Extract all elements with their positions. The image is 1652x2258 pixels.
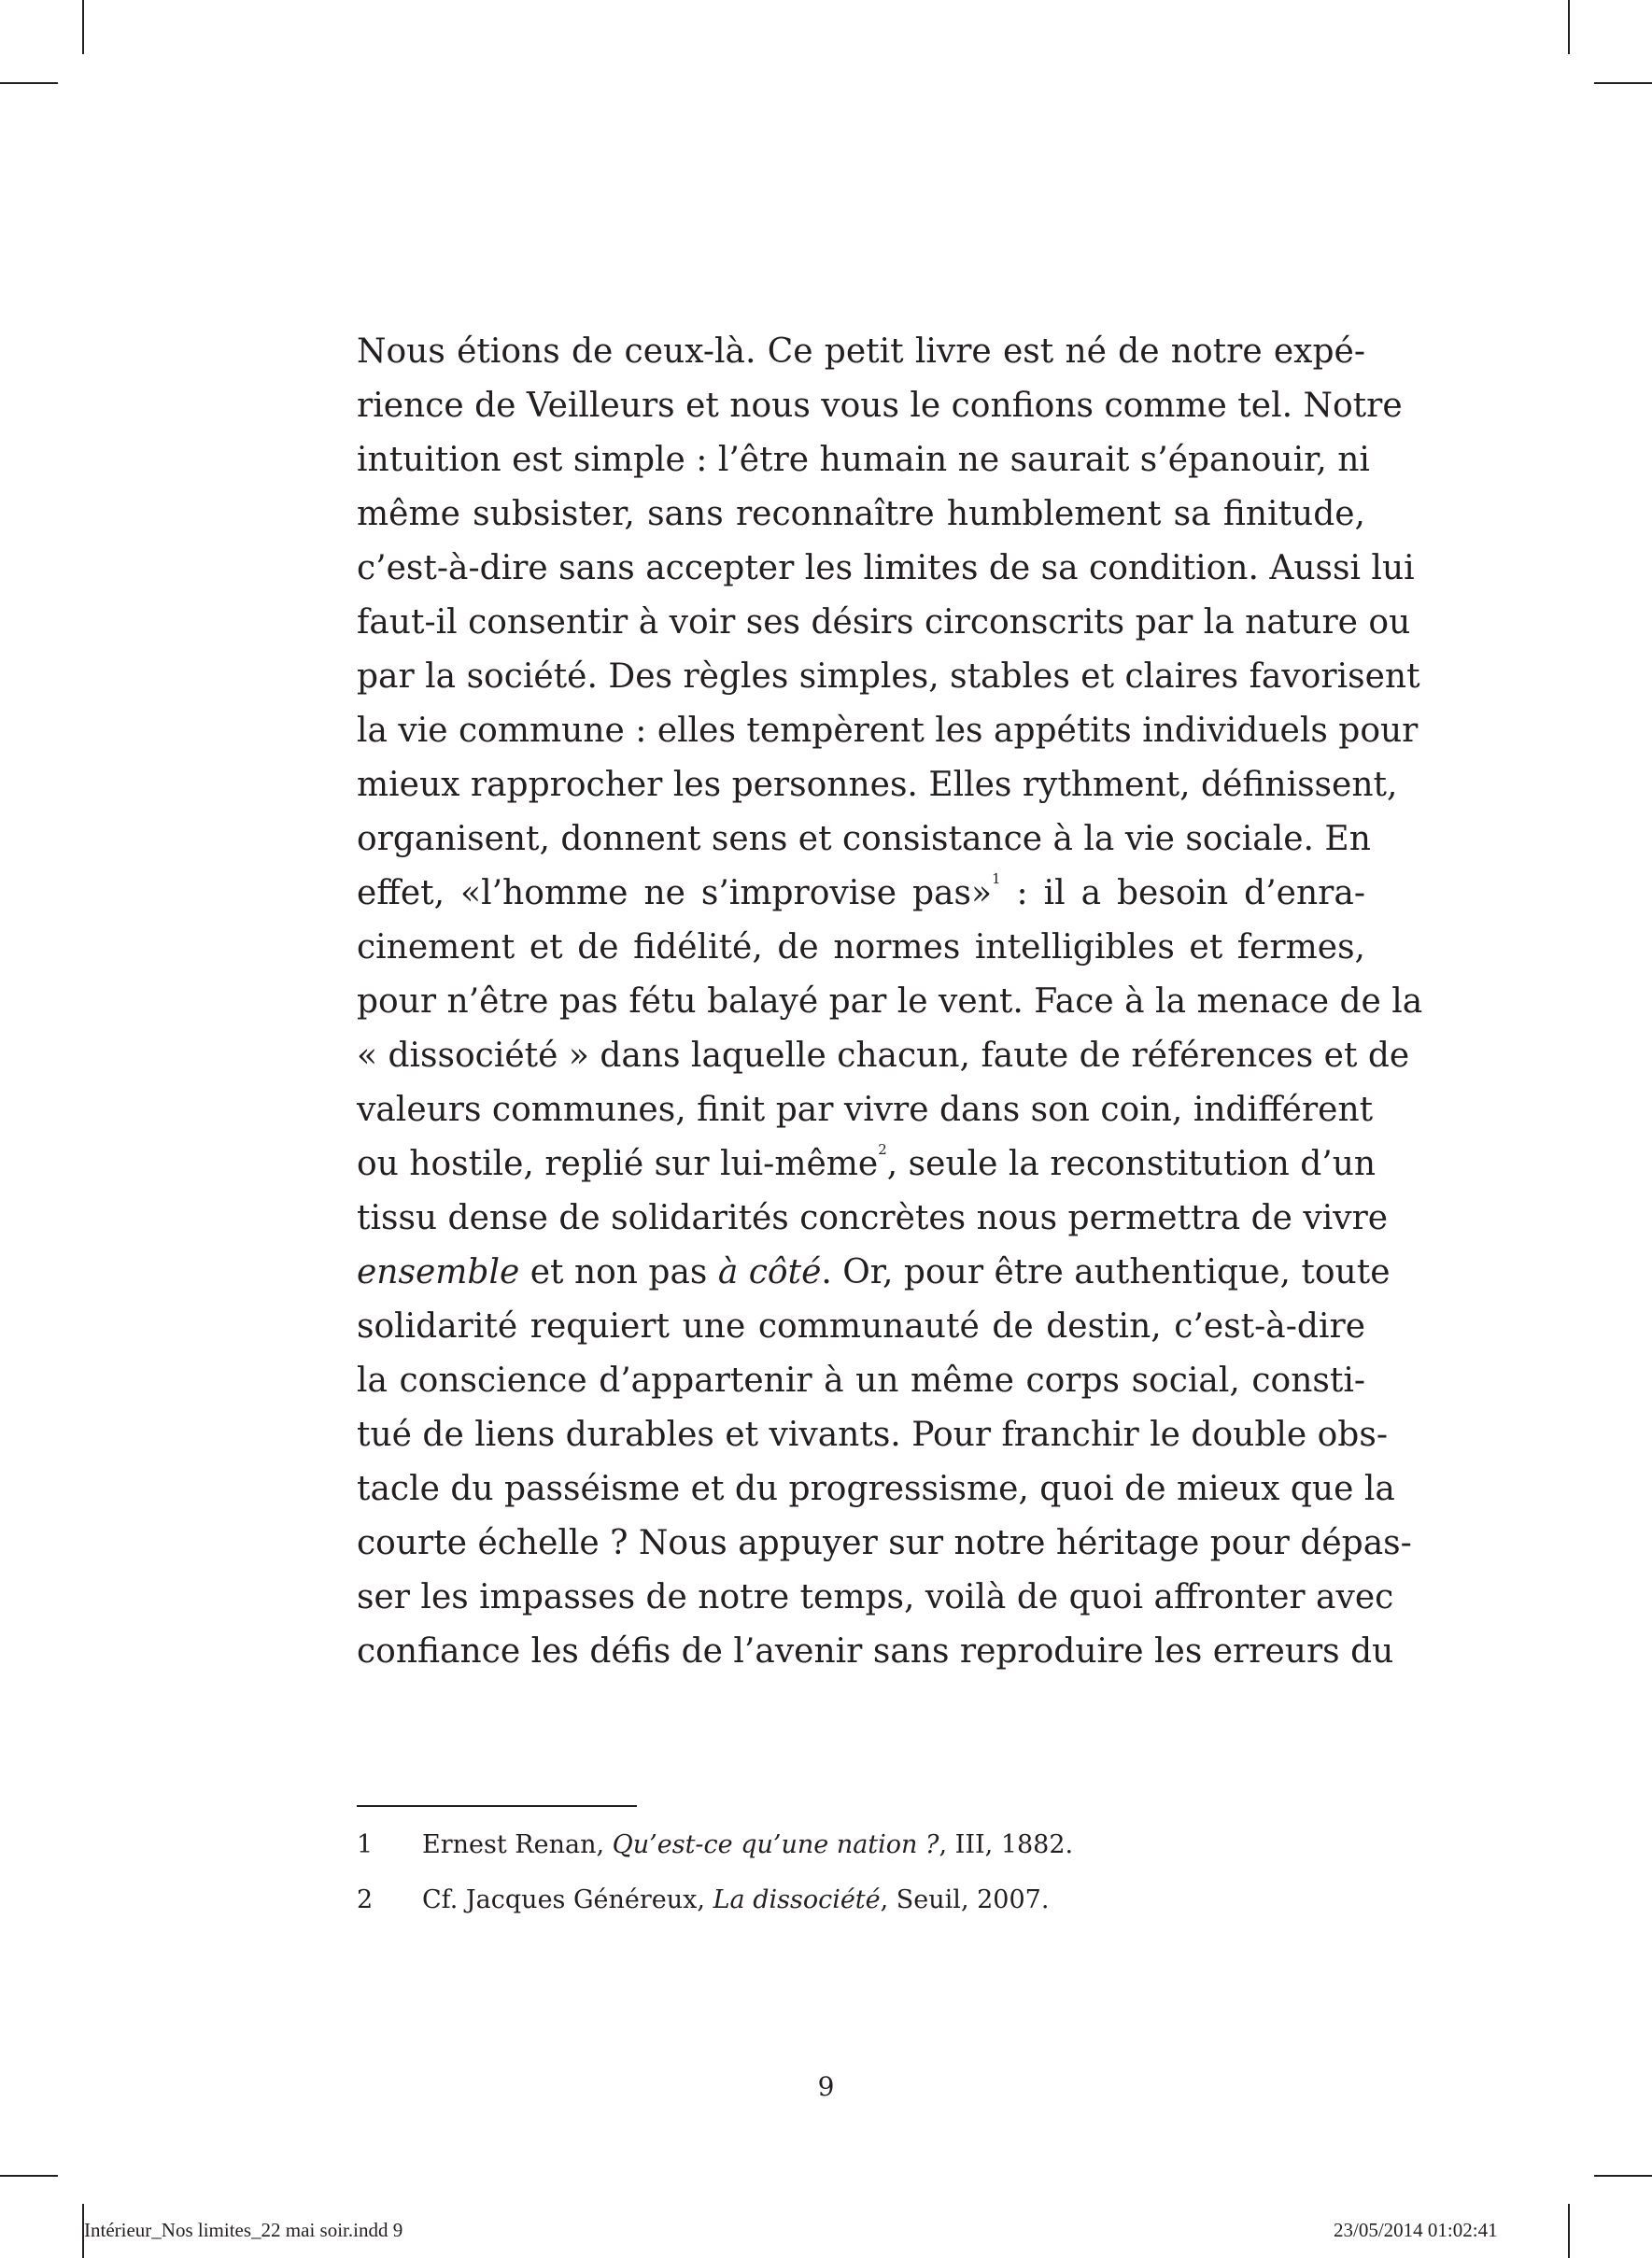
text-line: organisent, donnent sens et consistance à la vie sociale. En bbox=[357, 820, 1371, 858]
crop-mark-top-right bbox=[1568, 0, 1570, 54]
text-line: même subsister, sans reconnaître humblement sa finitude, bbox=[357, 495, 1365, 533]
text-line: c’est-à-dire sans accepter les limites de sa condition. Aussi lui bbox=[357, 549, 1415, 587]
text-line: cinement et de fidélité, de normes intelligibles et fermes, bbox=[357, 928, 1365, 967]
crop-mark-top-left bbox=[82, 0, 84, 54]
text-line: tissu dense de solidarités concrètes nous permettra de vivre bbox=[357, 1199, 1389, 1237]
text-line: rience de Veilleurs et nous vous le confions comme tel. Notre bbox=[357, 387, 1403, 425]
crop-mark-top-left-h bbox=[0, 82, 58, 84]
footnote-number: 1 bbox=[357, 1830, 374, 1859]
footnote-rest: , Seuil, 2007. bbox=[880, 1885, 1050, 1914]
text-line bbox=[357, 1137, 1377, 1192]
italic-word: à côté bbox=[717, 1253, 822, 1291]
footnote-title: Qu’est-ce qu’une nation ? bbox=[612, 1830, 939, 1859]
footnote-author: Cf. Jacques Généreux, bbox=[422, 1885, 713, 1914]
footnote-1 bbox=[357, 1828, 1384, 1862]
text-segment: . Or, pour être authentique, toute bbox=[821, 1253, 1391, 1291]
text-line: confiance les défis de l’avenir sans reproduire les erreurs du bbox=[357, 1632, 1394, 1671]
footnote-2 bbox=[357, 1884, 1384, 1917]
footnote-number: 2 bbox=[357, 1885, 374, 1914]
text-line: tacle du passéisme et du progressisme, quoi de mieux que la bbox=[357, 1470, 1395, 1508]
slug-date-time: 23/05/2014 01:02:41 bbox=[1334, 2219, 1498, 2241]
text-segment: et non pas bbox=[519, 1253, 718, 1291]
text-line: Nous étions de ceux-là. Ce petit livre est né de notre expé- bbox=[357, 332, 1365, 371]
text-line: courte échelle ? Nous appuyer sur notre héritage pour dépas- bbox=[357, 1524, 1412, 1562]
text-line: la conscience d’appartenir à un même corps social, consti- bbox=[357, 1362, 1365, 1400]
text-line: intuition est simple : l’être humain ne saurait s’épanouir, ni bbox=[357, 441, 1370, 479]
crop-mark-bottom-right bbox=[1568, 2204, 1570, 2258]
text-line: pour n’être pas fétu balayé par le vent. Face à la menace de la bbox=[357, 982, 1423, 1021]
text-segment: ou hostile, replié sur lui-même bbox=[357, 1145, 879, 1183]
italic-word: ensemble bbox=[357, 1253, 520, 1291]
footnote-ref-2: 2 bbox=[878, 1141, 887, 1158]
text-segment: effet, «l’homme ne s’improvise pas» bbox=[357, 874, 992, 912]
slug-file-name: Intérieur_Nos limites_22 mai soir.indd 9 bbox=[84, 2219, 403, 2241]
text-segment: : il a besoin d’enra- bbox=[1000, 874, 1365, 912]
footnote-rest: , III, 1882. bbox=[939, 1830, 1074, 1859]
page-number: 9 bbox=[817, 2071, 835, 2102]
crop-mark-top-right-h bbox=[1594, 82, 1652, 84]
crop-mark-bottom-left-h bbox=[0, 2175, 58, 2177]
text-line: mieux rapprocher les personnes. Elles rythment, définissent, bbox=[357, 766, 1398, 804]
text-line: « dissociété » dans laquelle chacun, faute de références et de bbox=[357, 1037, 1410, 1075]
crop-mark-bottom-right-h bbox=[1594, 2175, 1652, 2177]
footnote-ref-1: 1 bbox=[992, 870, 1001, 887]
text-segment: , seule la reconstitution d’un bbox=[886, 1145, 1377, 1183]
text-line: par la société. Des règles simples, stables et claires favorisent bbox=[357, 657, 1420, 696]
text-line: faut-il consentir à voir ses désirs circonscrits par la nature ou bbox=[357, 603, 1411, 642]
footnote-rule bbox=[357, 1805, 637, 1807]
footnote-title: La dissociété bbox=[713, 1885, 881, 1914]
text-line: la vie commune : elles tempèrent les appétits individuels pour bbox=[357, 712, 1419, 750]
text-line: ser les impasses de notre temps, voilà de quoi affronter avec bbox=[357, 1578, 1394, 1616]
text-line: valeurs communes, finit par vivre dans son coin, indifférent bbox=[357, 1091, 1374, 1129]
footnote-author: Ernest Renan, bbox=[422, 1830, 613, 1859]
text-line bbox=[357, 1246, 1391, 1300]
body-paragraph bbox=[357, 325, 1423, 1679]
text-line: tué de liens durables et vivants. Pour franchir le double obs- bbox=[357, 1416, 1388, 1454]
text-line bbox=[357, 867, 1365, 921]
text-line: solidarité requiert une communauté de destin, c’est-à-dire bbox=[357, 1307, 1365, 1346]
